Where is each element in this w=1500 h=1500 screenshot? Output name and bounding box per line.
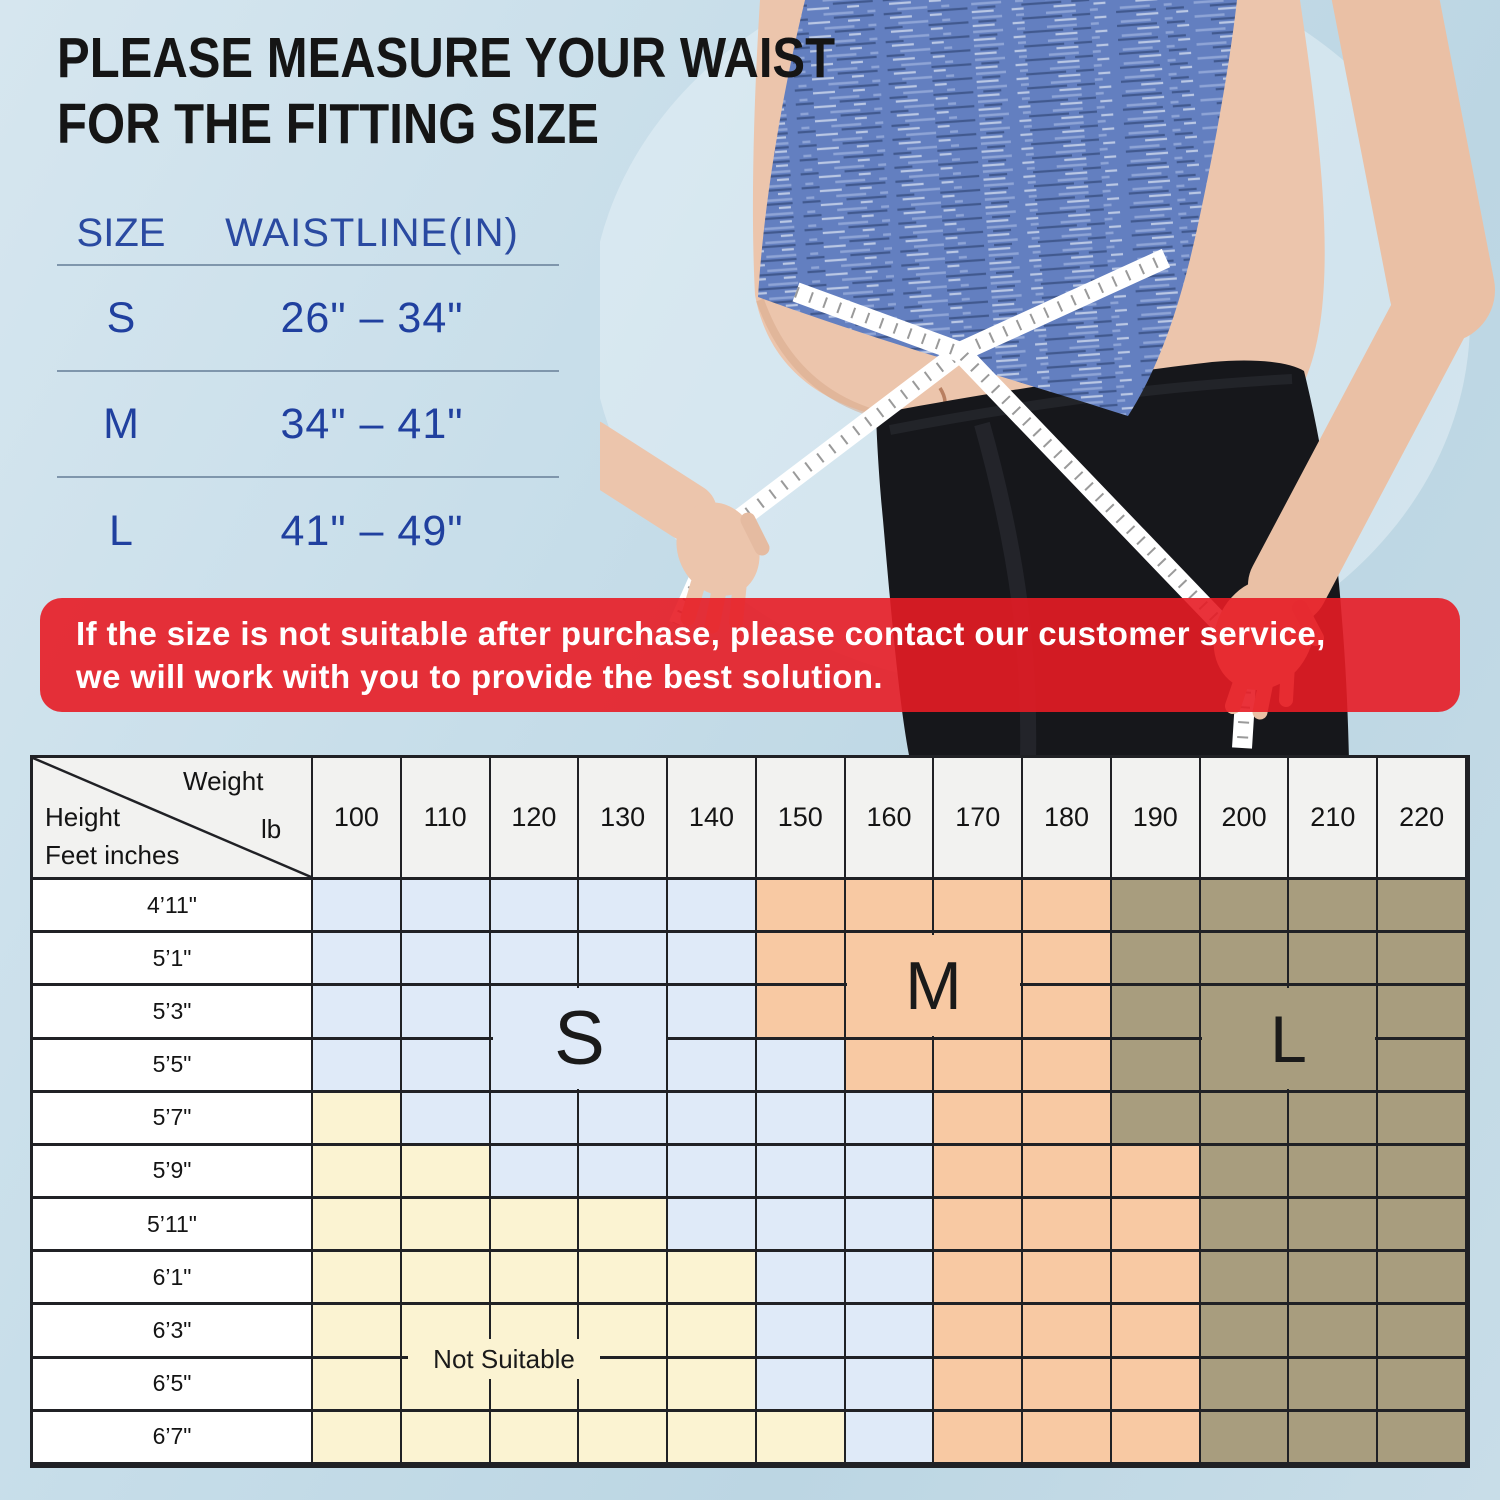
size-cell-m: [934, 1252, 1023, 1305]
size-cell-s: [846, 1199, 935, 1252]
size-cell-m: [934, 1359, 1023, 1412]
waistline-column-header: WAISTLINE(IN): [225, 210, 519, 255]
size-cell-n: [313, 1252, 402, 1305]
size-cell-l: [1112, 986, 1201, 1039]
size-cell-n: [313, 1199, 402, 1252]
size-cell-n: [579, 1412, 668, 1465]
waistline-size-table: [57, 202, 559, 584]
size-cell-l: [1378, 1093, 1467, 1146]
size-cell-l: [1378, 1146, 1467, 1199]
size-cell-s: [313, 1040, 402, 1093]
size-row-m: [57, 372, 559, 478]
size-cell-s: [668, 986, 757, 1039]
size-cell-m: [1023, 1359, 1112, 1412]
size-cell-s: [668, 933, 757, 986]
size-cell-l: [1201, 933, 1290, 986]
height-label: 6’3": [33, 1305, 313, 1358]
size-cell-m: [757, 880, 846, 933]
size-cell-m: [1023, 1093, 1112, 1146]
weight-header-190: 190: [1112, 758, 1201, 880]
size-cell-l: [1201, 1359, 1290, 1412]
size-cell-s: [846, 1412, 935, 1465]
size-cell-l: [1289, 1252, 1378, 1305]
size-cell-m: [1023, 1252, 1112, 1305]
weight-header-170: 170: [934, 758, 1023, 880]
size-cell-l: [1289, 880, 1378, 933]
height-axis-label: Height: [45, 802, 121, 832]
size-cell-s: [668, 1146, 757, 1199]
height-label: 6’1": [33, 1252, 313, 1305]
size-cell-l: [1201, 1093, 1290, 1146]
weight-header-160: 160: [846, 758, 935, 880]
size-cell-n: [313, 1146, 402, 1199]
size-cell-m: [1023, 1305, 1112, 1358]
size-cell-l: [1378, 1412, 1467, 1465]
size-cell-l: [1112, 880, 1201, 933]
height-weight-fit-table: [30, 755, 1470, 1468]
size-cell-s: [757, 1359, 846, 1412]
size-cell-l: [1378, 1252, 1467, 1305]
not-suitable-text: Not Suitable: [433, 1343, 575, 1374]
size-cell-l: [1289, 933, 1378, 986]
weight-header-180: 180: [1023, 758, 1112, 880]
size-cell-n: [402, 1146, 491, 1199]
weight-header-220: 220: [1378, 758, 1467, 880]
size-cell-s: [491, 933, 580, 986]
size-cell-s: [579, 933, 668, 986]
size-cell-n: [313, 1359, 402, 1412]
size-cell-s: [668, 1093, 757, 1146]
size-column-header: SIZE: [76, 210, 166, 255]
waistline-table-header: [57, 202, 559, 266]
size-cell-l: [1201, 880, 1290, 933]
height-label: 5’9": [33, 1146, 313, 1199]
page-title-line1: PLEASE MEASURE YOUR WAIST: [57, 26, 836, 90]
height-label: 5’7": [33, 1093, 313, 1146]
size-cell-m: [934, 1305, 1023, 1358]
weight-header-130: 130: [579, 758, 668, 880]
weight-header-110: 110: [402, 758, 491, 880]
size-cell-s: [579, 1146, 668, 1199]
region-letter-l: L: [1270, 1001, 1307, 1076]
size-cell-l: [1112, 1040, 1201, 1093]
size-cell-n: [402, 1252, 491, 1305]
size-cell-s: [491, 1093, 580, 1146]
size-cell-s: [846, 1146, 935, 1199]
size-cell-s: [402, 1040, 491, 1093]
size-cell-s: [757, 1146, 846, 1199]
size-label: S: [106, 293, 136, 342]
size-cell-m: [1023, 1199, 1112, 1252]
size-cell-s: [757, 1093, 846, 1146]
size-cell-m: [934, 1040, 1023, 1093]
size-cell-m: [1023, 986, 1112, 1039]
size-cell-l: [1112, 1093, 1201, 1146]
size-cell-s: [313, 933, 402, 986]
size-label: M: [103, 399, 139, 448]
size-cell-l: [1378, 933, 1467, 986]
size-cell-n: [313, 1093, 402, 1146]
page-title: [57, 26, 835, 157]
size-cell-m: [934, 1199, 1023, 1252]
size-cell-m: [1112, 1412, 1201, 1465]
size-cell-l: [1289, 1146, 1378, 1199]
size-cell-l: [1112, 933, 1201, 986]
weight-header-150: 150: [757, 758, 846, 880]
size-cell-m: [1023, 1146, 1112, 1199]
size-cell-n: [757, 1412, 846, 1465]
weight-header-140: 140: [668, 758, 757, 880]
size-cell-s: [491, 880, 580, 933]
size-cell-m: [757, 933, 846, 986]
region-label-m: [847, 935, 1020, 1036]
size-label: L: [109, 506, 133, 555]
size-cell-n: [402, 1412, 491, 1465]
weight-axis-label: Weight: [183, 766, 264, 796]
size-cell-m: [1112, 1146, 1201, 1199]
size-cell-s: [757, 1040, 846, 1093]
size-cell-m: [1112, 1252, 1201, 1305]
size-cell-n: [491, 1199, 580, 1252]
region-label-s: [493, 988, 666, 1089]
size-cell-m: [846, 1040, 935, 1093]
size-cell-s: [579, 1093, 668, 1146]
page-title-line2: FOR THE FITTING SIZE: [57, 91, 599, 156]
region-letter-s: S: [554, 996, 605, 1081]
weight-unit-label: lb: [261, 814, 282, 844]
size-cell-l: [1289, 1093, 1378, 1146]
size-cell-m: [1112, 1199, 1201, 1252]
size-cell-n: [579, 1252, 668, 1305]
weight-header-100: 100: [313, 758, 402, 880]
size-cell-s: [402, 1093, 491, 1146]
fit-table-corner-cell: [33, 758, 313, 880]
size-cell-m: [1023, 933, 1112, 986]
height-label: 6’7": [33, 1412, 313, 1465]
size-cell-s: [757, 1199, 846, 1252]
size-row-s: [57, 266, 559, 372]
region-letter-m: M: [905, 947, 962, 1024]
size-cell-n: [313, 1412, 402, 1465]
size-cell-s: [668, 1199, 757, 1252]
waistline-range: 34" – 41": [280, 399, 464, 448]
notice-line2: we will work with you to provide the best solution.: [76, 658, 883, 695]
size-cell-m: [757, 986, 846, 1039]
notice-line1: If the size is not suitable after purchase, please contact our customer service,: [76, 615, 1326, 652]
size-cell-l: [1378, 1359, 1467, 1412]
height-label: 5’5": [33, 1040, 313, 1093]
height-label: 5’1": [33, 933, 313, 986]
size-cell-m: [1112, 1305, 1201, 1358]
customer-service-notice: [40, 598, 1460, 712]
size-cell-m: [934, 880, 1023, 933]
size-cell-m: [846, 880, 935, 933]
size-cell-m: [1112, 1359, 1201, 1412]
size-cell-m: [934, 1093, 1023, 1146]
size-cell-l: [1289, 1359, 1378, 1412]
size-cell-l: [1201, 1305, 1290, 1358]
size-cell-l: [1201, 1199, 1290, 1252]
size-cell-m: [1023, 880, 1112, 933]
size-cell-l: [1289, 1412, 1378, 1465]
size-cell-s: [491, 1146, 580, 1199]
size-cell-s: [579, 880, 668, 933]
size-cell-l: [1378, 1199, 1467, 1252]
size-cell-l: [1378, 1305, 1467, 1358]
size-cell-s: [757, 1305, 846, 1358]
size-cell-m: [1023, 1412, 1112, 1465]
region-label-l: [1202, 988, 1375, 1089]
size-cell-s: [668, 1040, 757, 1093]
fit-table-grid: [30, 755, 1470, 1468]
size-row-l: [57, 478, 559, 584]
size-cell-s: [846, 1093, 935, 1146]
size-cell-n: [668, 1359, 757, 1412]
height-unit-label: Feet inches: [45, 840, 180, 870]
waistline-range: 26" – 34": [280, 293, 464, 342]
size-cell-n: [668, 1305, 757, 1358]
size-cell-l: [1201, 1146, 1290, 1199]
weight-header-210: 210: [1289, 758, 1378, 880]
size-cell-s: [402, 933, 491, 986]
weight-header-120: 120: [491, 758, 580, 880]
height-label: 5’3": [33, 986, 313, 1039]
size-cell-n: [313, 1305, 402, 1358]
size-cell-n: [668, 1252, 757, 1305]
size-cell-n: [402, 1199, 491, 1252]
size-cell-l: [1201, 1252, 1290, 1305]
size-cell-l: [1378, 1040, 1467, 1093]
weight-header-200: 200: [1201, 758, 1290, 880]
size-cell-l: [1378, 880, 1467, 933]
size-cell-s: [313, 880, 402, 933]
height-label: 4’11": [33, 880, 313, 933]
size-cell-s: [668, 880, 757, 933]
size-cell-s: [846, 1305, 935, 1358]
size-cell-n: [668, 1412, 757, 1465]
size-cell-m: [934, 1412, 1023, 1465]
size-cell-n: [491, 1252, 580, 1305]
size-cell-l: [1378, 986, 1467, 1039]
size-cell-m: [1023, 1040, 1112, 1093]
not-suitable-label: [408, 1339, 600, 1379]
size-cell-n: [579, 1199, 668, 1252]
size-cell-l: [1289, 1305, 1378, 1358]
size-cell-s: [757, 1252, 846, 1305]
size-cell-m: [934, 1146, 1023, 1199]
size-cell-l: [1289, 1199, 1378, 1252]
size-cell-n: [491, 1412, 580, 1465]
height-label: 5’11": [33, 1199, 313, 1252]
size-cell-s: [402, 880, 491, 933]
size-cell-s: [846, 1252, 935, 1305]
size-cell-s: [313, 986, 402, 1039]
size-cell-l: [1201, 1412, 1290, 1465]
size-cell-s: [402, 986, 491, 1039]
height-label: 6’5": [33, 1359, 313, 1412]
waistline-range: 41" – 49": [280, 506, 464, 555]
size-cell-s: [846, 1359, 935, 1412]
